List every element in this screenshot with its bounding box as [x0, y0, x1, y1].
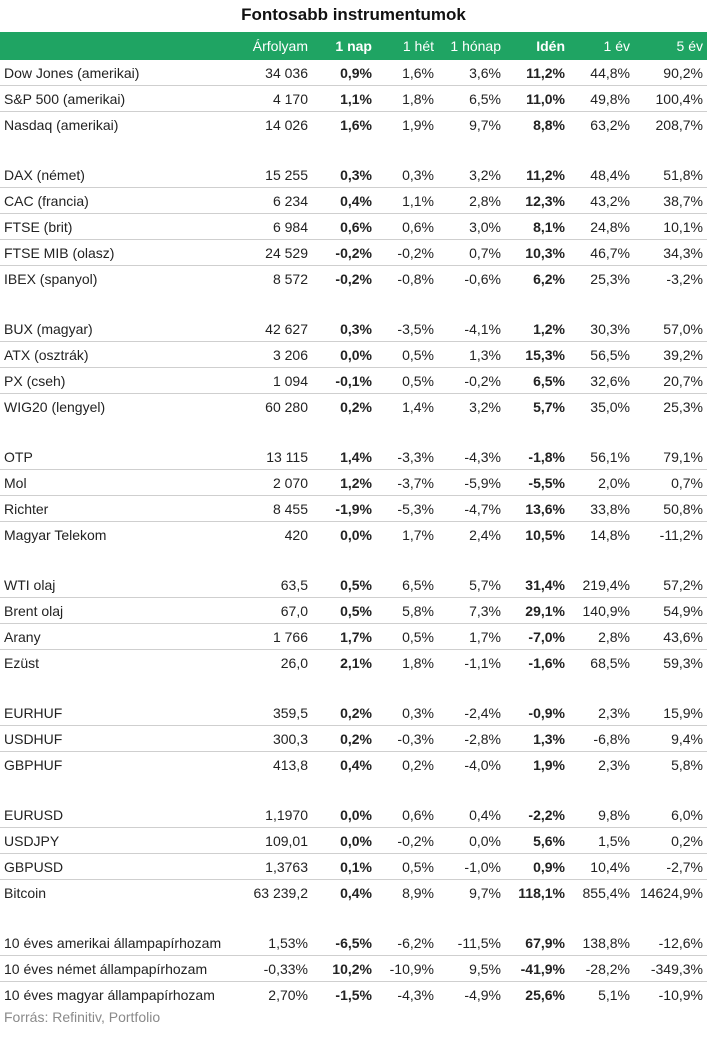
table-row — [0, 802, 707, 828]
value-cell: -2,2% — [505, 802, 569, 828]
header-5-year: 5 év — [634, 32, 707, 60]
value-cell: 8 572 — [272, 270, 308, 287]
value-cell: 8,1% — [505, 214, 569, 240]
header-price: Árfolyam — [242, 32, 312, 60]
value-cell: -349,3% — [634, 956, 707, 982]
value-cell: 0,3% — [376, 700, 438, 726]
value-cell: -10,9% — [376, 956, 438, 982]
value-cell: -28,2% — [569, 956, 634, 982]
value-cell: -4,7% — [438, 496, 505, 522]
instruments-table — [0, 32, 707, 1007]
instrument-name: Brent olaj — [0, 598, 242, 624]
value-cell: 5,7% — [438, 572, 505, 598]
group-spacer — [0, 905, 707, 930]
value-cell: -4,3% — [397, 986, 434, 1003]
table-row — [0, 188, 707, 214]
value-cell: -3,3% — [376, 444, 438, 470]
value-cell: 10,2% — [312, 956, 376, 982]
value-cell: 0,5% — [376, 624, 438, 650]
instrument-name: DAX (német) — [0, 162, 242, 188]
value-cell: 0,7% — [438, 240, 505, 266]
value-cell: 1,4% — [402, 398, 434, 415]
table-body — [0, 60, 707, 1007]
value-cell: -6,5% — [312, 930, 376, 956]
value-cell: 14,8% — [590, 526, 630, 543]
value-cell: -4,0% — [464, 756, 501, 773]
value-cell: 0,6% — [376, 214, 438, 240]
value-cell: -1,8% — [505, 444, 569, 470]
value-cell: 1,1% — [376, 188, 438, 214]
value-cell: 38,7% — [634, 188, 707, 214]
value-cell: -3,2% — [666, 270, 703, 287]
value-cell: 0,5% — [312, 572, 376, 598]
value-cell: 0,2% — [340, 398, 372, 415]
value-cell: 6 234 — [242, 188, 312, 214]
group-spacer — [0, 777, 707, 802]
value-cell: -0,1% — [312, 368, 376, 394]
value-cell: -0,9% — [505, 700, 569, 726]
value-cell: 2,8% — [569, 624, 634, 650]
value-cell: 15,3% — [505, 342, 569, 368]
group-spacer — [0, 291, 707, 316]
table-row — [0, 522, 707, 548]
value-cell: -11,5% — [438, 930, 505, 956]
group-spacer — [0, 419, 707, 444]
value-cell: 0,9% — [312, 60, 376, 86]
value-cell: -10,9% — [658, 986, 703, 1003]
value-cell: 10,3% — [505, 240, 569, 266]
instrument-name: EURUSD — [0, 802, 242, 828]
value-cell: 42 627 — [242, 316, 312, 342]
value-cell: 9,7% — [469, 116, 501, 133]
value-cell: 25,6% — [525, 986, 565, 1003]
table-row — [0, 444, 707, 470]
table-row — [0, 368, 707, 394]
value-cell: 26,0 — [280, 654, 308, 671]
value-cell: 3,0% — [438, 214, 505, 240]
value-cell: 43,2% — [569, 188, 634, 214]
value-cell: 9,8% — [569, 802, 634, 828]
value-cell: 1,9% — [402, 116, 434, 133]
value-cell: 24,8% — [569, 214, 634, 240]
value-cell: 100,4% — [634, 86, 707, 112]
instrument-name: EURHUF — [0, 700, 242, 726]
value-cell: -11,2% — [659, 526, 703, 543]
value-cell: 1,7% — [438, 624, 505, 650]
table-row — [0, 930, 707, 956]
value-cell: -0,2% — [335, 270, 372, 287]
value-cell: -0,6% — [464, 270, 501, 287]
value-cell: -0,2% — [376, 240, 438, 266]
header-name — [0, 32, 242, 60]
table-row — [0, 60, 707, 86]
value-cell: 15 255 — [242, 162, 312, 188]
value-cell: 79,1% — [634, 444, 707, 470]
value-cell: 25,3% — [663, 398, 703, 415]
value-cell: 0,6% — [376, 802, 438, 828]
value-cell: 48,4% — [569, 162, 634, 188]
table-row — [0, 624, 707, 650]
table-row — [0, 982, 707, 1008]
value-cell: 109,01 — [242, 828, 312, 854]
value-cell: 6,0% — [634, 802, 707, 828]
instrument-name: GBPHUF — [4, 756, 63, 773]
value-cell: 219,4% — [569, 572, 634, 598]
value-cell: 2,8% — [438, 188, 505, 214]
value-cell: 57,2% — [634, 572, 707, 598]
group-spacer — [0, 675, 707, 700]
value-cell: 46,7% — [569, 240, 634, 266]
value-cell: 208,7% — [655, 116, 703, 133]
value-cell: 12,3% — [505, 188, 569, 214]
instrument-name: BUX (magyar) — [0, 316, 242, 342]
value-cell: 1,2% — [312, 470, 376, 496]
value-cell: 1,53% — [242, 930, 312, 956]
value-cell: -0,33% — [242, 956, 312, 982]
value-cell: 1,3% — [505, 726, 569, 752]
value-cell: 0,5% — [376, 368, 438, 394]
value-cell: 14 026 — [265, 116, 308, 133]
value-cell: 0,4% — [340, 756, 372, 773]
value-cell: 0,5% — [312, 598, 376, 624]
value-cell: 2 070 — [242, 470, 312, 496]
value-cell: 43,6% — [634, 624, 707, 650]
table-row — [0, 470, 707, 496]
value-cell: 420 — [284, 526, 308, 543]
value-cell: -0,8% — [397, 270, 434, 287]
value-cell: 14624,9% — [639, 884, 703, 901]
value-cell: -3,7% — [376, 470, 438, 496]
instrument-name: Dow Jones (amerikai) — [0, 60, 242, 86]
value-cell: 90,2% — [634, 60, 707, 86]
value-cell: 30,3% — [569, 316, 634, 342]
table-row — [0, 316, 707, 342]
value-cell: 855,4% — [582, 884, 630, 901]
value-cell: 140,9% — [569, 598, 634, 624]
instrument-name: Bitcoin — [4, 884, 47, 901]
value-cell: 0,2% — [402, 756, 434, 773]
header-1-week: 1 hét — [376, 32, 438, 60]
value-cell: -4,1% — [438, 316, 505, 342]
value-cell: 68,5% — [590, 654, 630, 671]
value-cell: 1,9% — [533, 756, 565, 773]
instrument-name: CAC (francia) — [0, 188, 242, 214]
value-cell: 50,8% — [634, 496, 707, 522]
value-cell: 2,1% — [340, 654, 372, 671]
value-cell: 31,4% — [505, 572, 569, 598]
value-cell: 0,9% — [505, 854, 569, 880]
value-cell: 9,7% — [469, 884, 501, 901]
value-cell: -5,9% — [438, 470, 505, 496]
value-cell: -2,7% — [634, 854, 707, 880]
value-cell: 413,8 — [272, 756, 308, 773]
value-cell: -0,2% — [376, 828, 438, 854]
value-cell: 24 529 — [242, 240, 312, 266]
value-cell: 51,8% — [634, 162, 707, 188]
table-row — [0, 214, 707, 240]
value-cell: 2,70% — [268, 986, 308, 1003]
value-cell: 13,6% — [505, 496, 569, 522]
header-1-month: 1 hónap — [438, 32, 505, 60]
value-cell: -4,9% — [464, 986, 501, 1003]
instrument-name: Ezüst — [4, 654, 40, 671]
value-cell: 60 280 — [265, 398, 308, 415]
value-cell: 39,2% — [634, 342, 707, 368]
table-row — [0, 86, 707, 112]
instrument-name: Arany — [0, 624, 242, 650]
value-cell: 4 170 — [242, 86, 312, 112]
value-cell: -4,3% — [438, 444, 505, 470]
value-cell: 59,3% — [663, 654, 703, 671]
value-cell: -3,5% — [376, 316, 438, 342]
group-spacer — [0, 137, 707, 162]
instrument-name: GBPUSD — [0, 854, 242, 880]
value-cell: 33,8% — [569, 496, 634, 522]
value-cell: 67,0 — [242, 598, 312, 624]
table-row — [0, 394, 707, 420]
instrument-name: FTSE (brit) — [0, 214, 242, 240]
instrument-name: OTP — [0, 444, 242, 470]
table-row — [0, 266, 707, 292]
value-cell: 1,7% — [402, 526, 434, 543]
value-cell: -0,2% — [438, 368, 505, 394]
value-cell: 25,3% — [590, 270, 630, 287]
source-note: Forrás: Refinitiv, Portfolio — [4, 1009, 161, 1025]
instrument-name: S&P 500 (amerikai) — [0, 86, 242, 112]
value-cell: 1,8% — [376, 86, 438, 112]
value-cell: 35,0% — [590, 398, 630, 415]
value-cell: -1,6% — [528, 654, 565, 671]
value-cell: 0,0% — [312, 802, 376, 828]
value-cell: 63,2% — [590, 116, 630, 133]
value-cell: 10,5% — [525, 526, 565, 543]
value-cell: 0,2% — [312, 700, 376, 726]
table-row — [0, 572, 707, 598]
value-cell: 0,3% — [376, 162, 438, 188]
value-cell: -1,1% — [464, 654, 501, 671]
value-cell: 2,3% — [598, 756, 630, 773]
value-cell: 7,3% — [438, 598, 505, 624]
value-cell: 63,5 — [242, 572, 312, 598]
value-cell: 5,7% — [533, 398, 565, 415]
value-cell: 0,7% — [634, 470, 707, 496]
value-cell: 118,1% — [518, 884, 565, 901]
value-cell: 0,5% — [376, 854, 438, 880]
value-cell: 3,6% — [438, 60, 505, 86]
value-cell: 6,5% — [505, 368, 569, 394]
table-row — [0, 162, 707, 188]
value-cell: 6,2% — [533, 270, 565, 287]
instrument-name: WIG20 (lengyel) — [4, 398, 106, 415]
value-cell: 0,0% — [438, 828, 505, 854]
value-cell: 13 115 — [242, 444, 312, 470]
value-cell: 44,8% — [569, 60, 634, 86]
value-cell: 0,5% — [376, 342, 438, 368]
value-cell: -0,3% — [376, 726, 438, 752]
instrument-name: Nasdaq (amerikai) — [4, 116, 119, 133]
value-cell: 1 766 — [242, 624, 312, 650]
value-cell: 1,6% — [376, 60, 438, 86]
table-row — [0, 854, 707, 880]
header-ytd: Idén — [505, 32, 569, 60]
table-row — [0, 240, 707, 266]
value-cell: 67,9% — [505, 930, 569, 956]
table-row — [0, 598, 707, 624]
value-cell: 1,8% — [402, 654, 434, 671]
instrument-name: 10 éves magyar állampapírhozam — [4, 986, 215, 1003]
value-cell: 5,1% — [598, 986, 630, 1003]
table-title: Fontosabb instrumentumok — [241, 5, 466, 24]
value-cell: -2,8% — [438, 726, 505, 752]
value-cell: -1,9% — [312, 496, 376, 522]
table-row — [0, 828, 707, 854]
value-cell: -6,8% — [569, 726, 634, 752]
value-cell: 1,3% — [438, 342, 505, 368]
table-row — [0, 880, 707, 906]
instrument-name: IBEX (spanyol) — [4, 270, 98, 287]
value-cell: 1,4% — [312, 444, 376, 470]
value-cell: 56,5% — [569, 342, 634, 368]
value-cell: -6,2% — [376, 930, 438, 956]
value-cell: -5,3% — [376, 496, 438, 522]
group-spacer — [0, 547, 707, 572]
value-cell: -0,2% — [312, 240, 376, 266]
value-cell: 6 984 — [242, 214, 312, 240]
header-row — [0, 32, 707, 60]
value-cell: 5,6% — [505, 828, 569, 854]
value-cell: 0,3% — [312, 316, 376, 342]
value-cell: 34,3% — [634, 240, 707, 266]
value-cell: 3,2% — [438, 162, 505, 188]
value-cell: 0,0% — [312, 342, 376, 368]
table-row — [0, 956, 707, 982]
header-1-year: 1 év — [569, 32, 634, 60]
header-1-day: 1 nap — [312, 32, 376, 60]
value-cell: 0,3% — [312, 162, 376, 188]
value-cell: 2,3% — [569, 700, 634, 726]
value-cell: -7,0% — [505, 624, 569, 650]
value-cell: 1,7% — [312, 624, 376, 650]
instrument-name: Richter — [0, 496, 242, 522]
instrument-name: PX (cseh) — [0, 368, 242, 394]
value-cell: 49,8% — [569, 86, 634, 112]
value-cell: 9,5% — [438, 956, 505, 982]
value-cell: -12,6% — [634, 930, 707, 956]
value-cell: 138,8% — [569, 930, 634, 956]
table-row — [0, 700, 707, 726]
value-cell: 1,3763 — [242, 854, 312, 880]
value-cell: 2,0% — [569, 470, 634, 496]
instrument-name: FTSE MIB (olasz) — [0, 240, 242, 266]
value-cell: 300,3 — [242, 726, 312, 752]
value-cell: 29,1% — [505, 598, 569, 624]
value-cell: 6,5% — [438, 86, 505, 112]
value-cell: 1,6% — [340, 116, 372, 133]
value-cell: 11,0% — [505, 86, 569, 112]
value-cell: -1,0% — [438, 854, 505, 880]
value-cell: 54,9% — [634, 598, 707, 624]
table-row — [0, 112, 707, 138]
value-cell: 57,0% — [634, 316, 707, 342]
value-cell: 1,2% — [505, 316, 569, 342]
instrument-name: ATX (osztrák) — [0, 342, 242, 368]
value-cell: 5,8% — [671, 756, 703, 773]
instrument-name: WTI olaj — [0, 572, 242, 598]
value-cell: 34 036 — [242, 60, 312, 86]
value-cell: -1,5% — [335, 986, 372, 1003]
value-cell: 1 094 — [242, 368, 312, 394]
table-row — [0, 342, 707, 368]
value-cell: 0,2% — [634, 828, 707, 854]
instrument-name: 10 éves német állampapírhozam — [0, 956, 242, 982]
value-cell: 10,1% — [634, 214, 707, 240]
value-cell: -41,9% — [505, 956, 569, 982]
value-cell: 11,2% — [505, 60, 569, 86]
value-cell: 1,1970 — [242, 802, 312, 828]
instrument-name: 10 éves amerikai állampapírhozam — [0, 930, 242, 956]
value-cell: 2,4% — [469, 526, 501, 543]
value-cell: 8,9% — [402, 884, 434, 901]
value-cell: 0,4% — [312, 188, 376, 214]
value-cell: 6,5% — [376, 572, 438, 598]
value-cell: 63 239,2 — [253, 884, 308, 901]
table-row — [0, 752, 707, 778]
value-cell: 20,7% — [634, 368, 707, 394]
value-cell: 0,0% — [340, 526, 372, 543]
value-cell: 359,5 — [242, 700, 312, 726]
instrument-name: Mol — [0, 470, 242, 496]
value-cell: -5,5% — [505, 470, 569, 496]
value-cell: 1,5% — [569, 828, 634, 854]
value-cell: 56,1% — [569, 444, 634, 470]
value-cell: 5,8% — [376, 598, 438, 624]
value-cell: 0,2% — [312, 726, 376, 752]
instrument-name: USDHUF — [0, 726, 242, 752]
value-cell: 0,0% — [312, 828, 376, 854]
value-cell: 0,1% — [312, 854, 376, 880]
value-cell: 32,6% — [569, 368, 634, 394]
instrument-name: Magyar Telekom — [4, 526, 107, 543]
table-row — [0, 650, 707, 676]
value-cell: 3 206 — [242, 342, 312, 368]
value-cell: -2,4% — [438, 700, 505, 726]
value-cell: 0,6% — [312, 214, 376, 240]
value-cell: 10,4% — [569, 854, 634, 880]
table-row — [0, 496, 707, 522]
value-cell: 9,4% — [634, 726, 707, 752]
value-cell: 0,4% — [438, 802, 505, 828]
value-cell: 1,1% — [312, 86, 376, 112]
value-cell: 3,2% — [469, 398, 501, 415]
value-cell: 8 455 — [242, 496, 312, 522]
value-cell: 15,9% — [634, 700, 707, 726]
table-row — [0, 726, 707, 752]
value-cell: 0,4% — [340, 884, 372, 901]
value-cell: 11,2% — [505, 162, 569, 188]
instrument-name: USDJPY — [0, 828, 242, 854]
value-cell: 8,8% — [533, 116, 565, 133]
